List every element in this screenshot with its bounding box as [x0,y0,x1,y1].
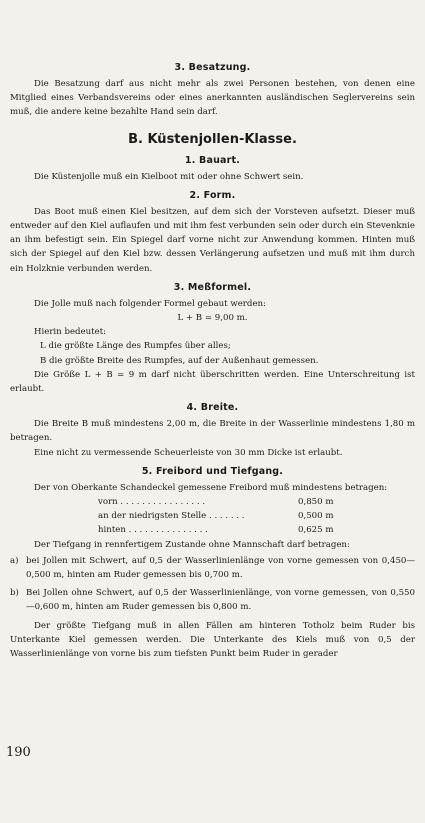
chapter-title: B. Küstenjollen-Klasse. [128,131,297,147]
section-title-breite: 4. Breite. [186,402,239,414]
row-value: 0,850 m [298,497,334,508]
list-item [10,554,415,582]
paragraph-breite-1: Die Breite B muß mindestens 2,00 m, die Breite in der Wasserlinie mindestens 1,80 m betragen. [10,419,415,444]
paragraph-form: Das Boot muß einen Kiel besitzen, auf dem sich der Vorsteven aufsetzt. Dieser muß entweder auf den Kiel auflaufen und mit ihm fest verbunden sein oder durch ein Stevenknie an ihm befestigt sein. Ein Spiegel darf vorne nicht zur Anwendung kommen. Hinten muß sich der Spiegel auf den Kiel bzw. dessen Verlängerung aufsetzen und muß mit ihm durch ein Holzknie verbunden werden. [10,206,415,274]
paragraph-bauart: Die Küstenjolle muß ein Kielboot mit oder ohne Schwert sein. [34,171,304,182]
paragraph-tiefgang-intro: Der Tiefgang in rennfertigem Zustande ohne Mannschaft darf betragen: [34,539,350,550]
section-title-bauart: 1. Bauart. [184,154,241,166]
paragraph-breite-2: Eine nicht zu vermessende Scheuerleiste von 30 mm Dicke ist erlaubt. [34,447,343,458]
row-label: vorn . . . . . . . . . . . . . . . . [98,497,206,508]
formula: L + B = 9,00 m. [177,313,248,324]
paragraph-messformel-note: Die Größe L + B = 9 m darf nicht überschritten werden. Eine Unterschreitung ist erlaubt. [10,369,415,395]
paragraph-messformel-intro: Die Jolle muß nach folgender Formel gebaut werden: [34,298,266,309]
section-title-freibord: 5. Freibord und Tiefgang. [141,465,284,477]
table-row [98,509,415,523]
list-text: Bei Jollen ohne Schwert, auf 0,5 der Wasserlinienlänge, von vorne gemessen, von 0,550—0,600 m, hinten am Ruder gemessen bis 0,800 m. [26,588,415,613]
definition-b: B die größte Breite des Rumpfes, auf der Außenhaut gemessen. [40,355,319,366]
row-value: 0,500 m [298,511,334,522]
paragraph-closing: Der größte Tiefgang muß in allen Fällen am hinteren Totholz beim Ruder bis Unterkante Kiel gemessen werden. Die Unterkante des Kiels muß von 0,5 der Wasserlinienlänge von vorne bis zum tiefsten Punkt beim Ruder in gerader [10,620,415,660]
paragraph-hierin: Hierin bedeutet: [34,327,107,338]
section-title-form: 2. Form. [189,189,236,201]
definition-l: L die größte Länge des Rumpfes über alles; [40,341,231,352]
list-item [10,586,415,614]
section-title-besatzung: 3. Besatzung. [174,62,251,73]
table-row [98,495,415,509]
list-text: bei Jollen mit Schwert, auf 0,5 der Wasserlinienlänge von vorne gemessen von 0,450—0,500 m, hinten am Ruder gemessen bis 0,700 m. [26,555,415,581]
paragraph-freibord-intro: Der von Oberkante Schandeckel gemessene Freibord muß mindestens betragen: [34,482,388,493]
freibord-table [98,495,415,538]
page-number: 190 [6,745,31,760]
row-label: hinten . . . . . . . . . . . . . . . [98,525,208,536]
section-title-messformel: 3. Meßformel. [173,281,252,293]
table-row [98,523,415,537]
list-marker: a) [10,555,19,566]
list-marker: b) [10,588,19,599]
paragraph-besatzung: Die Besatzung darf aus nicht mehr als zwei Personen bestehen, von denen eine Mitglied eines Verbandsvereins oder eines anerkannten ausländischen Seglervereins sein muß, die andere keine bezahlte Hand sein darf. [10,79,415,118]
row-label: an der niedrigsten Stelle . . . . . . . [98,511,245,522]
row-value: 0,625 m [298,525,334,536]
